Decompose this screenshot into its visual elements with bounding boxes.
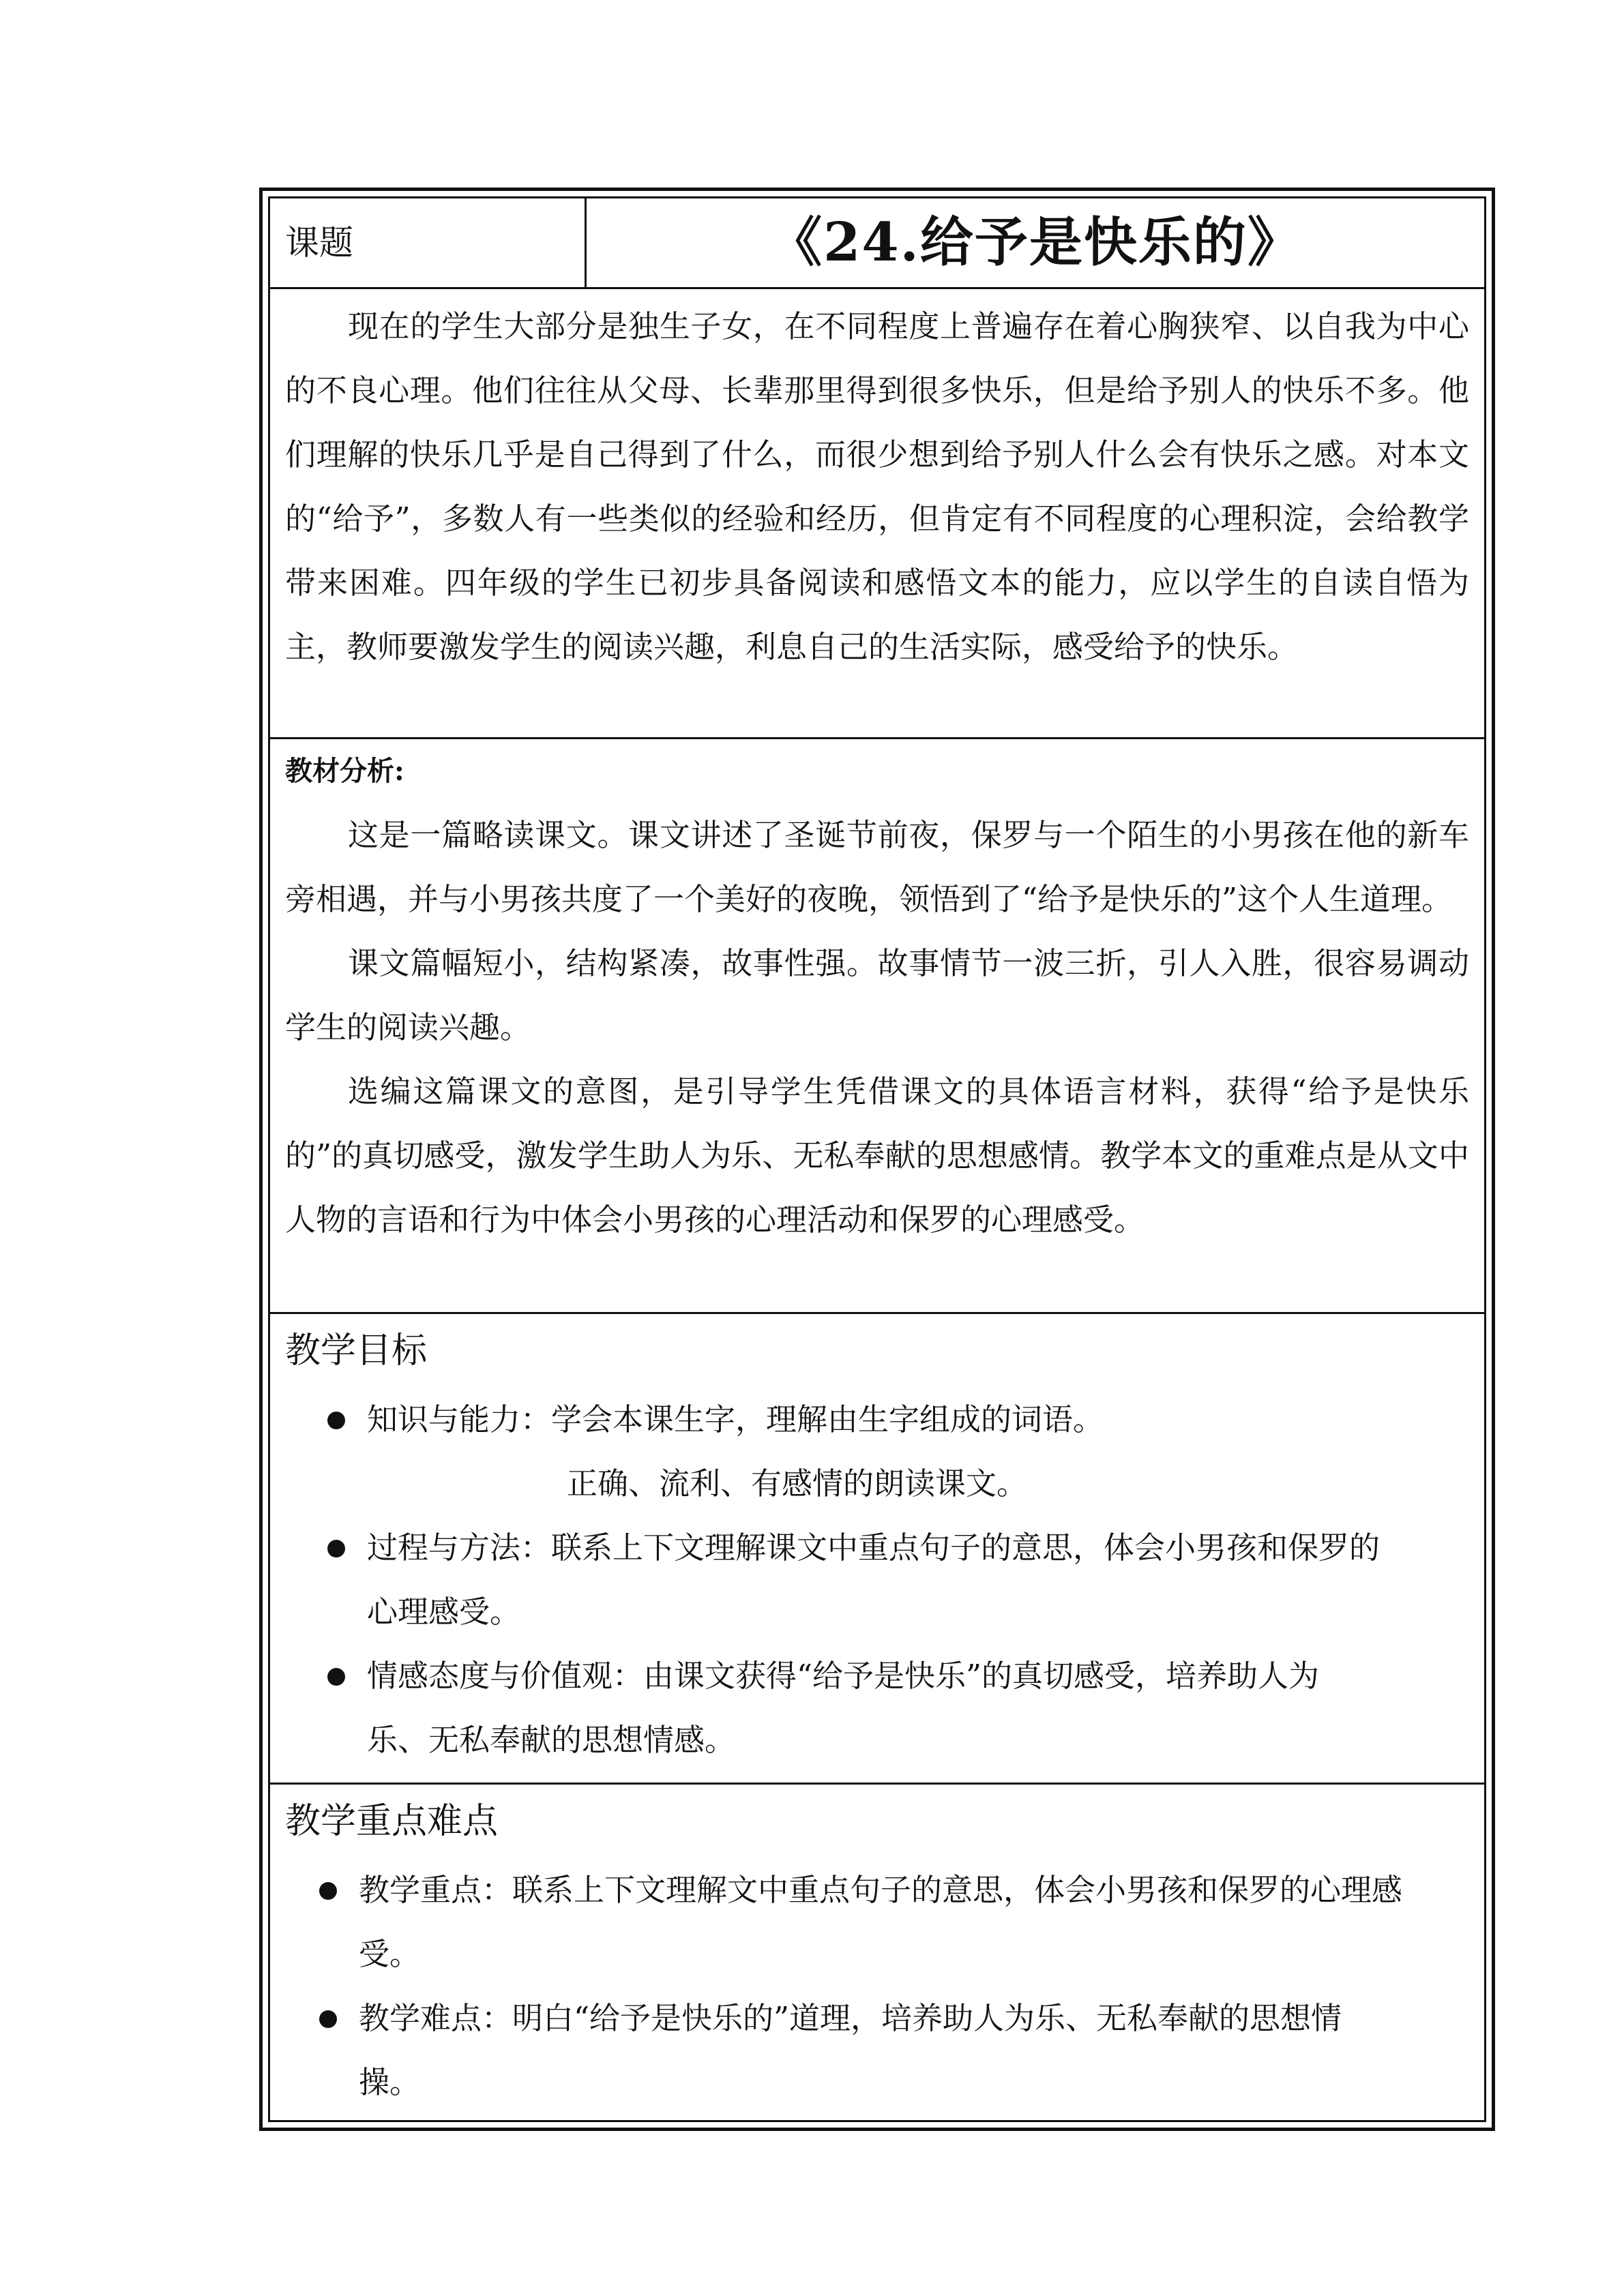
table-outer-border [259, 188, 1495, 2131]
bullet-dot-icon [319, 1882, 337, 1900]
lesson-table [268, 196, 1486, 2122]
bullet-dot-icon [327, 1412, 345, 1429]
objective-line: 乐、无私奉献的思想情感。 [367, 1722, 736, 1758]
textbook-analysis-paragraph-2: 课文篇幅短小，结构紧凑，故事性强。故事情节一波三折，引人入胜，很容易调动学生的阅读兴趣。 [285, 945, 1469, 1045]
student-analysis-section [270, 287, 1484, 737]
key-points-section [270, 1783, 1484, 2120]
student-analysis-paragraph: 现在的学生大部分是独生子女，在不同程度上普遍存在着心胸狭窄、以自我为中心的不良心理。他们往往从父母、长辈那里得到很多快乐，但是给予别人的快乐不多。他们理解的快乐几乎是自己得到了什么，而很少想到给予别人什么会有快乐之感。对本文的“给予”，多数人有一些类似的经验和经历，但肯定有不同程度的心理积淀，会给教学带来困难。四年级的学生已初步具备阅读和感悟文本的能力，应以学生的自读自悟为主，教师要激发学生的阅读兴趣，利息自己的生活实际，感受给予的快乐。 [285, 308, 1469, 665]
bullet-dot-icon [327, 1668, 345, 1686]
key-point-line: 教学重点：联系上下文理解文中重点句子的意思，体会小男孩和保罗的心理感 [359, 1872, 1403, 1908]
key-point-line: 操。 [359, 2064, 421, 2100]
key-point-line: 教学难点：明白“给予是快乐的”道理，培养助人为乐、无私奉献的思想情 [359, 2000, 1342, 2036]
objective-line: 情感态度与价值观：由课文获得“给予是快乐”的真切感受，培养助人为 [367, 1658, 1320, 1694]
objective-line: 正确、流利、有感情的朗读课文。 [567, 1465, 1028, 1502]
objectives-title: 教学目标 [285, 1330, 428, 1371]
key-point-item [270, 1858, 1484, 1986]
bullet-dot-icon [319, 2010, 337, 2028]
title-row [270, 198, 1484, 287]
objective-line: 知识与能力：学会本课生字，理解由生字组成的词语。 [367, 1401, 1104, 1437]
textbook-analysis-paragraph-3: 选编这篇课文的意图，是引导学生凭借课文的具体语言材料，获得“给予是快乐的”的真切感受，激发学生助人为乐、无私奉献的思想感情。教学本文的重难点是从文中人物的言语和行为中体会小男孩的心理活动和保罗的心理感受。 [285, 1073, 1469, 1238]
objective-item [270, 1644, 1484, 1772]
key-point-item [270, 1986, 1484, 2115]
textbook-analysis-heading: 教材分析: [285, 755, 404, 787]
lesson-label: 课题 [270, 198, 587, 287]
objective-line: 过程与方法：联系上下文理解课文中重点句子的意思，体会小男孩和保罗的 [367, 1530, 1381, 1566]
lesson-title: 《24.给予是快乐的》 [769, 211, 1302, 273]
bullet-dot-icon [327, 1540, 345, 1557]
objective-item [270, 1516, 1484, 1644]
textbook-analysis-paragraph-1: 这是一篇略读课文。课文讲述了圣诞节前夜，保罗与一个陌生的小男孩在他的新车旁相遇，并与小男孩共度了一个美好的夜晚，领悟到了“给予是快乐的”这个人生道理。 [285, 817, 1469, 917]
key-point-line: 受。 [359, 1936, 421, 1972]
key-points-title: 教学重点难点 [285, 1801, 499, 1842]
objectives-section [270, 1312, 1484, 1783]
textbook-analysis-section [270, 737, 1484, 1312]
objective-item [270, 1388, 1484, 1516]
objective-line: 心理感受。 [367, 1594, 521, 1630]
